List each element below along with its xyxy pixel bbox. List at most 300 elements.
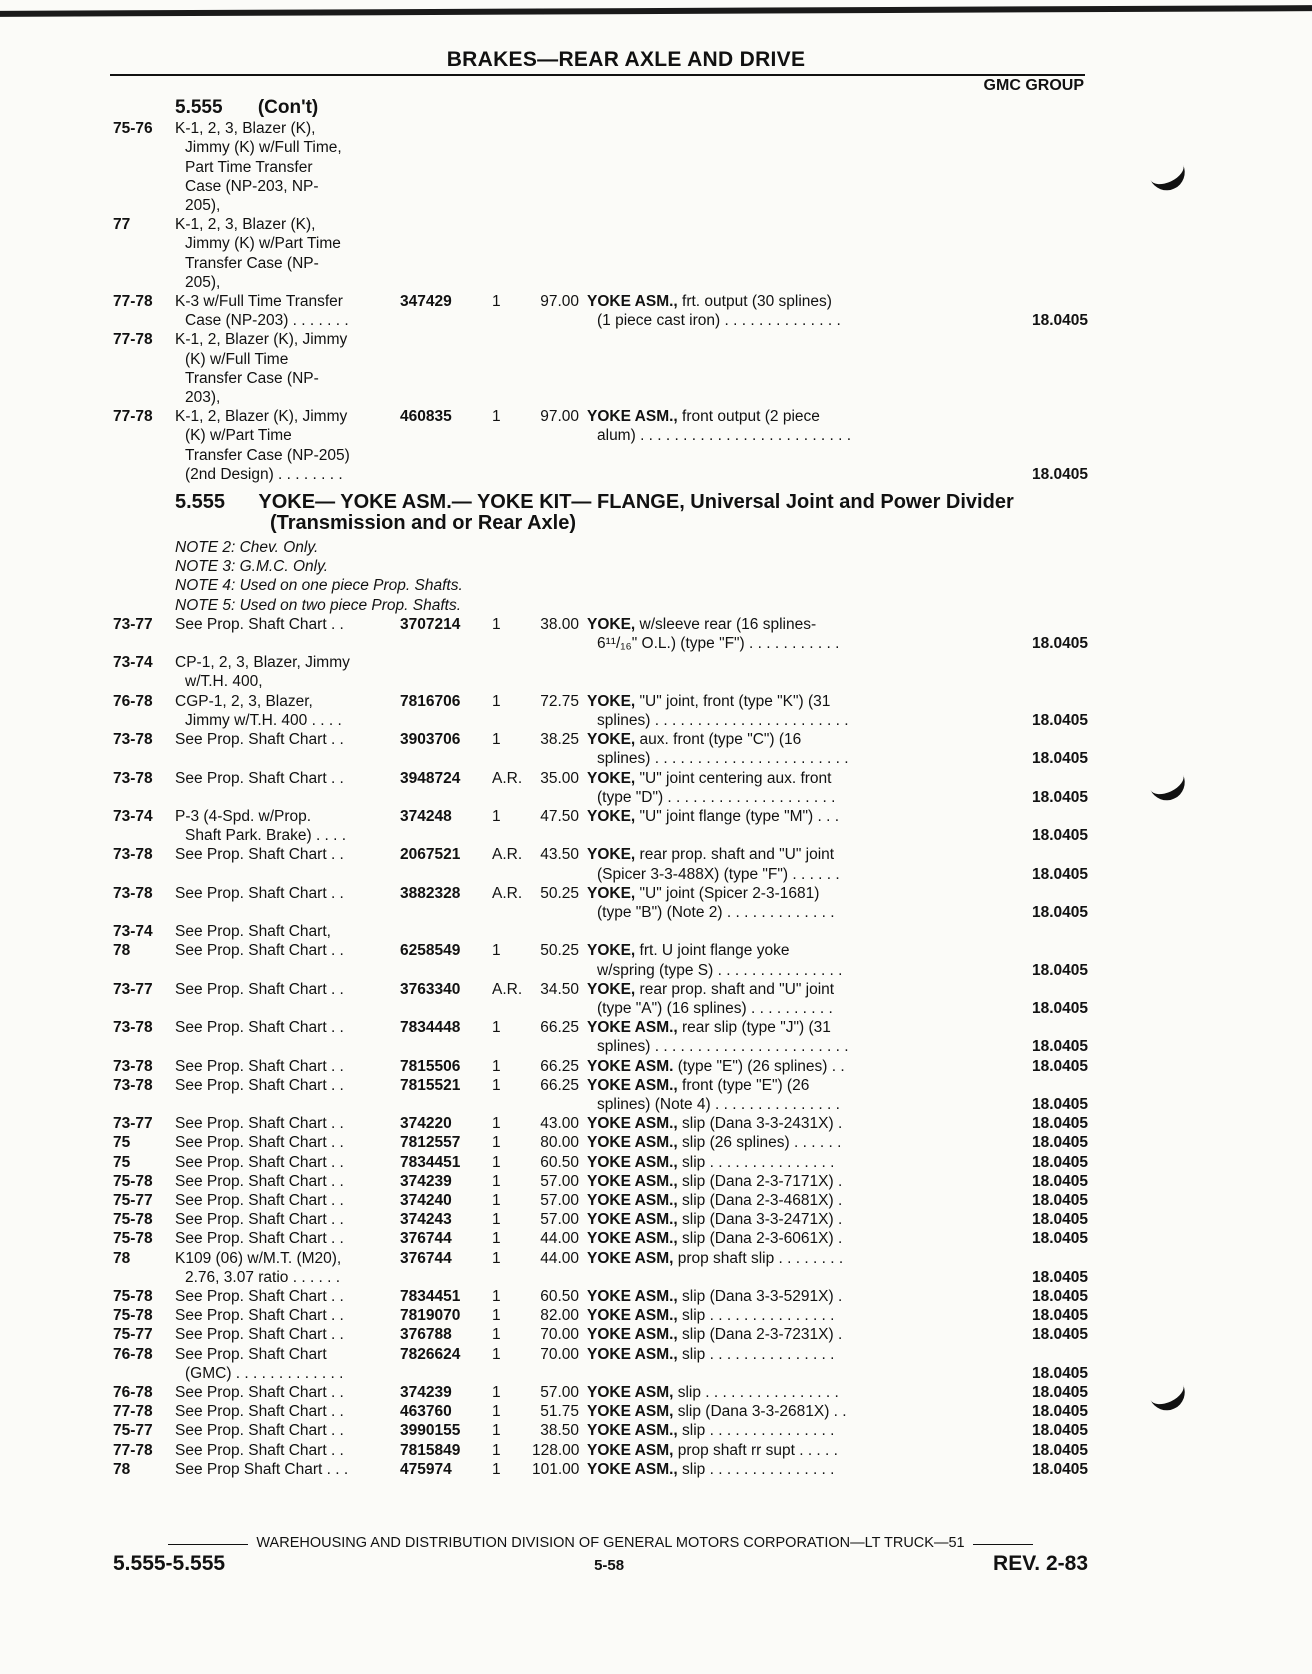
section-title: [175, 492, 1088, 534]
part-number: 7816706: [400, 692, 461, 710]
part-row: [113, 330, 1088, 407]
note-line: NOTE 3: G.M.C. Only.: [175, 558, 329, 576]
application: See Prop. Shaft Chart . .: [175, 1019, 344, 1037]
part-number: 7815506: [400, 1057, 461, 1075]
item-name: YOKE,: [587, 846, 636, 864]
year-range: 77-78: [113, 293, 153, 311]
labor-code: 18.0405: [1031, 865, 1088, 883]
part-row: [113, 1287, 1088, 1306]
item-name: YOKE,: [587, 731, 636, 749]
year-range: 73-78: [113, 769, 153, 787]
labor-code: 18.0405: [1031, 1172, 1088, 1190]
note-line: NOTE 2: Chev. Only.: [175, 539, 319, 557]
item-name: YOKE ASM.: [587, 1057, 674, 1075]
item-detail: rear slip (type "J") (31 splines) . . . . . . . . . . . . . . . . . . . . . . .: [597, 1019, 849, 1056]
price: 66.25: [540, 1076, 579, 1094]
quantity: [492, 922, 532, 941]
item-name: YOKE ASM.,: [587, 1153, 678, 1171]
labor-code: 18.0405: [1031, 635, 1088, 653]
revision: REV. 2-83: [993, 1552, 1088, 1575]
labor-code: 18.0405: [1031, 788, 1088, 806]
price: [532, 330, 587, 407]
quantity: 1: [492, 1115, 501, 1133]
year-range: 77-78: [113, 1441, 153, 1459]
part-number: 6258549: [400, 942, 461, 960]
item-detail: frt. U joint flange yoke w/spring (type S) . . . . . . . . . . . . . . .: [597, 942, 843, 979]
part-row: [113, 215, 1088, 292]
item-description: [587, 215, 870, 292]
item-detail: front output (2 piece alum) . . . . . . . . . . . . . . . . . . . . . . . . .: [597, 408, 852, 445]
labor-code: 18.0405: [1031, 750, 1088, 768]
application: See Prop. Shaft Chart . .: [175, 1153, 344, 1171]
part-number: 347429: [400, 293, 452, 311]
part-number: [400, 330, 492, 407]
year-range: 73-74: [113, 807, 153, 825]
section-continued: (Con't): [257, 97, 319, 118]
item-detail: slip (Dana 2-3-4681X) .: [677, 1191, 843, 1209]
item-detail: (type "E") (26 splines) . .: [673, 1057, 845, 1075]
part-number: 3948724: [400, 769, 461, 787]
item-description: [587, 407, 870, 484]
item-description: [587, 330, 870, 407]
quantity: 1: [492, 1172, 501, 1190]
price: 35.00: [540, 769, 579, 787]
quantity: 1: [492, 1211, 501, 1229]
top-edge-bar: [0, 5, 1312, 17]
item-description: [587, 1191, 870, 1210]
item-detail: slip (Dana 2-3-6061X) .: [677, 1230, 843, 1248]
binder-hole-mark: [1145, 764, 1190, 806]
part-number: 7826624: [400, 1345, 461, 1363]
application: K109 (06) w/M.T. (M20), 2.76, 3.07 ratio . . . . . .: [175, 1249, 342, 1286]
item-name: YOKE,: [587, 769, 636, 787]
item-description: [587, 922, 870, 941]
item-description: [587, 692, 870, 730]
part-row: [113, 1191, 1088, 1210]
part-row: [113, 1172, 1088, 1191]
quantity: [492, 119, 532, 215]
quantity: 1: [492, 1460, 501, 1478]
item-detail: slip . . . . . . . . . . . . . . . .: [673, 1384, 839, 1401]
part-row: [113, 1153, 1088, 1172]
application: See Prop. Shaft Chart,: [175, 923, 331, 941]
year-range: 76-78: [113, 1384, 153, 1401]
part-row: [113, 807, 1088, 845]
price: 43.50: [540, 846, 579, 864]
application: See Prop. Shaft Chart . .: [175, 884, 344, 902]
part-row: [113, 407, 1088, 484]
quantity: 1: [492, 1153, 501, 1171]
part-number: 475974: [400, 1460, 452, 1478]
item-description: [587, 653, 870, 691]
quantity: 1: [492, 1384, 501, 1401]
quantity: 1: [492, 1230, 501, 1248]
section-number: 5.555: [175, 97, 223, 118]
application: See Prop. Shaft Chart . .: [175, 942, 344, 960]
quantity: 1: [492, 615, 501, 633]
item-detail: slip (Dana 3-3-5291X) .: [677, 1287, 843, 1305]
item-description: [587, 1076, 870, 1114]
labor-code: 18.0405: [1031, 1191, 1088, 1209]
quantity: 1: [492, 1076, 501, 1094]
labor-code: 18.0405: [1031, 1134, 1088, 1152]
application: See Prop. Shaft Chart . .: [175, 1422, 344, 1440]
year-range: 73-78: [113, 731, 153, 749]
item-detail: slip (26 splines) . . . . . .: [677, 1134, 842, 1152]
application: See Prop Shaft Chart . . .: [175, 1460, 349, 1478]
quantity: 1: [492, 1307, 501, 1325]
part-number: 460835: [400, 408, 452, 426]
labor-code: 18.0405: [1031, 1153, 1088, 1171]
price: 101.00: [532, 1460, 580, 1478]
application: CP-1, 2, 3, Blazer, Jimmy w/T.H. 400,: [175, 654, 350, 691]
part-number: 376788: [400, 1326, 452, 1344]
application: See Prop. Shaft Chart . .: [175, 1403, 344, 1421]
price: [532, 215, 587, 292]
price: 66.25: [540, 1019, 579, 1037]
item-description: [587, 980, 870, 1018]
item-detail: slip (Dana 3-3-2471X) .: [677, 1211, 843, 1229]
part-row: [113, 1249, 1088, 1287]
parts-list-1: [113, 119, 1088, 484]
item-detail: slip (Dana 2-3-7231X) .: [677, 1326, 843, 1344]
item-detail: slip (Dana 3-3-2681X) . .: [673, 1403, 847, 1421]
labor-code: 18.0405: [1031, 903, 1088, 921]
year-range: 73-78: [113, 884, 153, 902]
price: 60.50: [540, 1153, 579, 1171]
part-number: 7834451: [400, 1153, 461, 1171]
price: 97.00: [540, 293, 579, 311]
item-detail: slip (Dana 2-3-7171X) .: [677, 1172, 843, 1190]
application: See Prop. Shaft Chart . .: [175, 731, 344, 749]
year-range: 77-78: [113, 1403, 153, 1421]
item-name: YOKE,: [587, 884, 636, 902]
quantity: [492, 653, 532, 691]
item-description: [587, 1441, 870, 1460]
item-detail: slip . . . . . . . . . . . . . . .: [677, 1422, 835, 1440]
part-number: 463760: [400, 1403, 452, 1421]
item-detail: rear prop. shaft and "U" joint (type "A") (16 splines) . . . . . . . . . .: [597, 980, 835, 1017]
item-detail: slip . . . . . . . . . . . . . . .: [677, 1307, 835, 1325]
item-description: [587, 807, 870, 845]
item-name: YOKE,: [587, 615, 636, 633]
year-range: 76-78: [113, 692, 153, 710]
quantity: 1: [492, 807, 501, 825]
part-row: [113, 1345, 1088, 1383]
labor-code: 18.0405: [1031, 1230, 1088, 1248]
item-name: YOKE ASM.,: [587, 1230, 678, 1248]
quantity: 1: [492, 1326, 501, 1344]
item-name: YOKE ASM,: [587, 1384, 674, 1401]
part-number: [400, 215, 492, 292]
application: See Prop. Shaft Chart . .: [175, 1057, 344, 1075]
quantity: A.R.: [492, 769, 523, 787]
binder-hole-mark: [1145, 154, 1190, 196]
quantity: 1: [492, 1441, 501, 1459]
year-range: 73-77: [113, 980, 153, 998]
application: K-1, 2, Blazer (K), Jimmy (K) w/Full Time Transfer Case (NP- 203),: [175, 331, 348, 407]
labor-code: 18.0405: [1031, 1384, 1088, 1401]
item-name: YOKE ASM.,: [587, 408, 678, 426]
quantity: A.R.: [492, 846, 523, 864]
part-number: 374220: [400, 1115, 452, 1133]
part-row: [113, 1325, 1088, 1344]
section-header-cont: [113, 98, 1088, 117]
labor-code: 18.0405: [1031, 1268, 1088, 1286]
item-description: [587, 1402, 870, 1421]
part-number: 7834448: [400, 1019, 461, 1037]
part-row: [113, 1133, 1088, 1152]
group-label: GMC GROUP: [983, 77, 1084, 94]
application: See Prop. Shaft Chart . .: [175, 1172, 344, 1190]
labor-code: 18.0405: [1031, 711, 1088, 729]
application: K-1, 2, 3, Blazer (K), Jimmy (K) w/Part Time Transfer Case (NP- 205),: [175, 216, 341, 291]
item-detail: prop shaft slip . . . . . . . .: [673, 1249, 844, 1267]
price: 44.00: [540, 1249, 579, 1267]
page-number: 5-58: [594, 1557, 625, 1574]
application: K-1, 2, 3, Blazer (K), Jimmy (K) w/Full Time, Part Time Transfer Case (NP-203, NP- 205),: [175, 120, 342, 215]
part-row: [113, 615, 1088, 653]
parts-list-2: [113, 615, 1088, 1479]
item-name: YOKE ASM.,: [587, 1460, 678, 1478]
item-description: [587, 1421, 870, 1440]
quantity: 1: [492, 1422, 501, 1440]
item-name: YOKE ASM.,: [587, 1172, 678, 1190]
year-range: 73-74: [113, 923, 153, 941]
year-range: 77-78: [113, 331, 153, 349]
year-range: 75-78: [113, 1307, 153, 1325]
price: 50.25: [540, 942, 579, 960]
price: 82.00: [540, 1307, 579, 1325]
item-name: YOKE ASM.,: [587, 1076, 678, 1094]
catalog-body: [113, 98, 1088, 1479]
item-detail: slip . . . . . . . . . . . . . . .: [677, 1153, 835, 1171]
application: See Prop. Shaft Chart . .: [175, 1191, 344, 1209]
application: CGP-1, 2, 3, Blazer, Jimmy w/T.H. 400 . . . .: [175, 692, 342, 729]
labor-code: 18.0405: [1031, 1038, 1088, 1056]
item-name: YOKE ASM.,: [587, 1287, 678, 1305]
price: 34.50: [540, 980, 579, 998]
application: See Prop. Shaft Chart . .: [175, 1326, 344, 1344]
application: See Prop. Shaft Chart . .: [175, 1441, 344, 1459]
part-row: [113, 1210, 1088, 1229]
part-row: [113, 292, 1088, 330]
part-number: 7819070: [400, 1307, 461, 1325]
labor-code: 18.0405: [1031, 1287, 1088, 1305]
part-number: [400, 922, 492, 941]
part-row: [113, 1460, 1088, 1479]
application: See Prop. Shaft Chart . .: [175, 1230, 344, 1248]
item-name: YOKE ASM.,: [587, 1345, 678, 1363]
part-row: [113, 1018, 1088, 1056]
part-number: 7834451: [400, 1287, 461, 1305]
item-name: YOKE ASM.,: [587, 1211, 678, 1229]
item-description: [587, 1229, 870, 1248]
part-number: 374240: [400, 1191, 452, 1209]
part-number: 7815849: [400, 1441, 461, 1459]
labor-code: 18.0405: [1031, 827, 1088, 845]
part-row: [113, 884, 1088, 922]
quantity: 1: [492, 1019, 501, 1037]
item-detail: aux. front (type "C") (16 splines) . . . . . . . . . . . . . . . . . . . . . . .: [597, 731, 849, 768]
item-name: YOKE ASM.,: [587, 1422, 678, 1440]
year-range: 73-78: [113, 846, 153, 864]
year-range: 73-77: [113, 1115, 153, 1133]
part-row: [113, 769, 1088, 807]
labor-code: 18.0405: [1031, 1211, 1088, 1229]
application: See Prop. Shaft Chart (GMC) . . . . . . . . . . . . .: [175, 1345, 344, 1382]
part-number: 374248: [400, 807, 452, 825]
item-description: [587, 1383, 870, 1402]
item-name: YOKE ASM.,: [587, 1307, 678, 1325]
page-title: BRAKES—REAR AXLE AND DRIVE: [446, 48, 806, 71]
price: 44.00: [540, 1230, 579, 1248]
price: 38.25: [540, 731, 579, 749]
item-description: [587, 1325, 870, 1344]
price: 72.75: [540, 692, 579, 710]
year-range: 75-77: [113, 1326, 153, 1344]
item-description: [587, 1460, 870, 1479]
quantity: 1: [492, 731, 501, 749]
item-detail: slip . . . . . . . . . . . . . . .: [677, 1460, 835, 1478]
item-name: YOKE,: [587, 692, 636, 710]
year-range: 75: [113, 1153, 131, 1171]
application: See Prop. Shaft Chart . .: [175, 769, 344, 787]
part-number: [400, 119, 492, 215]
item-name: YOKE ASM,: [587, 1249, 674, 1267]
part-row: [113, 1114, 1088, 1133]
item-description: [587, 119, 870, 215]
item-name: YOKE ASM.,: [587, 1134, 678, 1152]
item-description: [587, 1153, 870, 1172]
item-description: [587, 1210, 870, 1229]
price: [532, 922, 587, 941]
part-number: [400, 653, 492, 691]
item-description: [587, 845, 870, 883]
application: See Prop. Shaft Chart . .: [175, 1076, 344, 1094]
part-row: [113, 119, 1088, 215]
labor-code: 18.0405: [1031, 1460, 1088, 1478]
year-range: 77: [113, 216, 131, 234]
quantity: [492, 330, 532, 407]
part-row: [113, 1383, 1088, 1402]
part-number: 3903706: [400, 731, 461, 749]
quantity: 1: [492, 942, 501, 960]
item-name: YOKE ASM,: [587, 1403, 674, 1421]
part-number: 3882328: [400, 884, 461, 902]
quantity: 1: [492, 1403, 501, 1421]
quantity: 1: [492, 1134, 501, 1152]
item-detail: "U" joint (Spicer 2-3-1681) (type "B") (Note 2) . . . . . . . . . . . . .: [597, 884, 835, 921]
item-name: YOKE ASM.,: [587, 1191, 678, 1209]
price: 38.50: [540, 1422, 579, 1440]
part-row: [113, 1402, 1088, 1421]
price: 128.00: [532, 1441, 580, 1459]
item-description: [587, 1172, 870, 1191]
section2-title: YOKE— YOKE ASM.— YOKE KIT— FLANGE, Universal Joint and Power Divider (Transmission and or Rear Axle): [258, 491, 1014, 535]
labor-code: 18.0405: [1031, 961, 1088, 979]
labor-code: 18.0405: [1031, 1326, 1088, 1344]
price: 60.50: [540, 1287, 579, 1305]
year-range: 76-78: [113, 1345, 153, 1363]
section-header: [113, 492, 1088, 534]
item-description: [587, 292, 870, 330]
labor-code: 18.0405: [1031, 1115, 1088, 1133]
application: See Prop. Shaft Chart . .: [175, 1115, 344, 1133]
note-line: NOTE 5: Used on two piece Prop. Shafts.: [175, 596, 462, 614]
price: 70.00: [540, 1326, 579, 1344]
part-number: 7812557: [400, 1134, 461, 1152]
quantity: 1: [492, 408, 501, 426]
quantity: 1: [492, 1191, 501, 1209]
item-name: YOKE ASM.,: [587, 293, 678, 311]
item-description: [587, 1287, 870, 1306]
price: 97.00: [540, 408, 579, 426]
quantity: 1: [492, 692, 501, 710]
item-description: [587, 1018, 870, 1056]
year-range: 75-76: [113, 120, 153, 138]
application: K-1, 2, Blazer (K), Jimmy (K) w/Part Time Transfer Case (NP-205) (2nd Design) . . . . . . . .: [175, 408, 350, 483]
part-row: [113, 1306, 1088, 1325]
part-number: 7815521: [400, 1076, 461, 1094]
footer: [113, 1552, 1088, 1576]
application: See Prop. Shaft Chart . .: [175, 615, 344, 633]
item-name: YOKE ASM,: [587, 1441, 674, 1459]
item-name: YOKE,: [587, 980, 636, 998]
labor-code: 18.0405: [1031, 1441, 1088, 1459]
footer-division: WAREHOUSING AND DISTRIBUTION DIVISION OF GENERAL MOTORS CORPORATION—LT TRUCK—51: [113, 1535, 1088, 1551]
item-description: [587, 884, 870, 922]
item-description: [587, 941, 870, 979]
application: P-3 (4-Spd. w/Prop. Shaft Park. Brake) . . . .: [175, 807, 347, 845]
application: See Prop. Shaft Chart . .: [175, 1211, 344, 1229]
labor-code: 18.0405: [1031, 465, 1088, 483]
price: 80.00: [540, 1134, 579, 1152]
part-number: 3990155: [400, 1422, 461, 1440]
labor-code: 18.0405: [1031, 1364, 1088, 1382]
price: [532, 119, 587, 215]
section2-number: 5.555: [175, 491, 226, 514]
part-row: [113, 1421, 1088, 1440]
part-row: [113, 692, 1088, 730]
part-row: [113, 653, 1088, 691]
item-detail: w/sleeve rear (16 splines- 6¹¹/₁₆" O.L.) (type "F") . . . . . . . . . . .: [597, 615, 840, 653]
notes: [113, 538, 1088, 615]
item-detail: frt. output (30 splines) (1 piece cast iron) . . . . . . . . . . . . . .: [597, 293, 841, 330]
item-detail: prop shaft rr supt . . . . .: [673, 1441, 838, 1459]
price: 50.25: [540, 884, 579, 902]
labor-code: 18.0405: [1031, 1403, 1088, 1421]
item-detail: "U" joint, front (type "K") (31 splines) . . . . . . . . . . . . . . . . . . . . . . .: [597, 692, 849, 729]
year-range: 73-78: [113, 1057, 153, 1075]
year-range: 78: [113, 942, 131, 960]
labor-code: 18.0405: [1031, 999, 1088, 1017]
item-name: YOKE ASM.,: [587, 1115, 678, 1133]
item-detail: rear prop. shaft and "U" joint (Spicer 3-3-488X) (type "F") . . . . . .: [597, 846, 840, 883]
quantity: 1: [492, 1345, 501, 1363]
footer-section-range: 5.555-5.555: [113, 1552, 226, 1575]
application: See Prop. Shaft Chart . .: [175, 1384, 344, 1401]
part-number: 374239: [400, 1172, 452, 1190]
item-description: [587, 769, 870, 807]
price: 51.75: [540, 1403, 579, 1421]
quantity: 1: [492, 1057, 501, 1075]
year-range: 75-77: [113, 1422, 153, 1440]
year-range: 73-77: [113, 615, 153, 633]
item-name: YOKE ASM.,: [587, 1019, 678, 1037]
year-range: 75: [113, 1134, 131, 1152]
part-number: 374243: [400, 1211, 452, 1229]
